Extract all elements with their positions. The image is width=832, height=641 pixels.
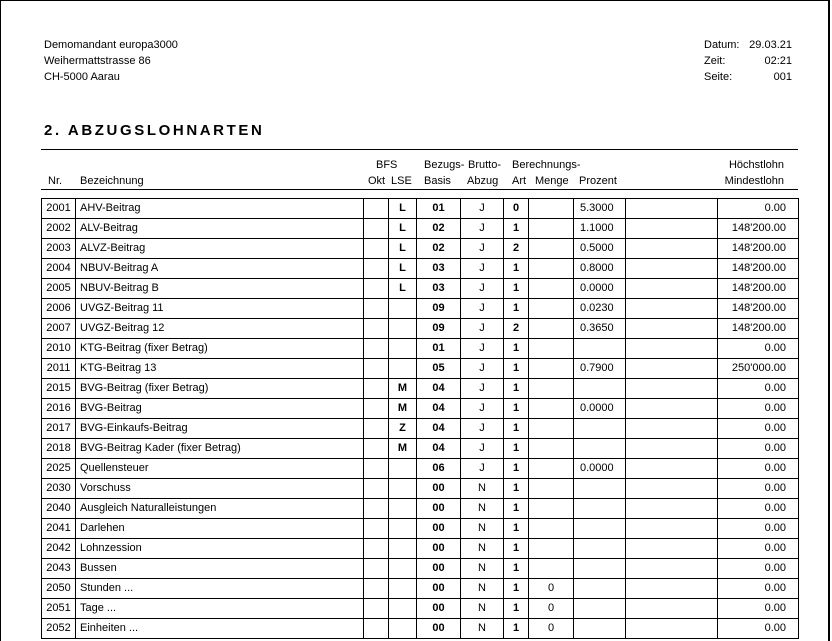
cell-abzug: J bbox=[461, 239, 504, 259]
cell-art: 1 bbox=[504, 299, 529, 319]
header-bottom-rule bbox=[41, 189, 798, 190]
table-row bbox=[42, 359, 799, 379]
cell-abzug: J bbox=[461, 419, 504, 439]
cell-okt bbox=[364, 199, 389, 219]
cell-okt bbox=[364, 279, 389, 299]
cell-abzug: J bbox=[461, 299, 504, 319]
cell-okt bbox=[364, 539, 389, 559]
cell-empty bbox=[626, 599, 718, 619]
cell-menge bbox=[529, 399, 574, 419]
cell-abzug: N bbox=[461, 579, 504, 599]
cell-okt bbox=[364, 319, 389, 339]
cell-art: 1 bbox=[504, 339, 529, 359]
header-mindestlohn: Mindestlohn bbox=[724, 175, 784, 187]
cell-art: 1 bbox=[504, 599, 529, 619]
cell-prozent: 0.0000 bbox=[574, 459, 626, 479]
cell-basis: 04 bbox=[417, 439, 461, 459]
cell-okt bbox=[364, 239, 389, 259]
cell-empty bbox=[626, 499, 718, 519]
cell-basis: 06 bbox=[417, 459, 461, 479]
cell-lse bbox=[389, 459, 417, 479]
cell-nr: 2011 bbox=[42, 359, 76, 379]
cell-lse: L bbox=[389, 199, 417, 219]
cell-basis: 04 bbox=[417, 399, 461, 419]
cell-mindestlohn: 148'200.00 bbox=[718, 279, 799, 299]
cell-nr: 2018 bbox=[42, 439, 76, 459]
cell-empty bbox=[626, 619, 718, 639]
cell-basis: 00 bbox=[417, 479, 461, 499]
cell-prozent: 0.8000 bbox=[574, 259, 626, 279]
cell-menge: 0 bbox=[529, 579, 574, 599]
cell-nr: 2041 bbox=[42, 519, 76, 539]
cell-empty bbox=[626, 199, 718, 219]
cell-bezeichnung: BVG-Beitrag Kader (fixer Betrag) bbox=[76, 439, 364, 459]
cell-basis: 01 bbox=[417, 199, 461, 219]
cell-art: 1 bbox=[504, 519, 529, 539]
cell-bezeichnung: AHV-Beitrag bbox=[76, 199, 364, 219]
table-row bbox=[42, 419, 799, 439]
cell-nr: 2010 bbox=[42, 339, 76, 359]
cell-nr: 2050 bbox=[42, 579, 76, 599]
cell-basis: 03 bbox=[417, 279, 461, 299]
cell-art: 1 bbox=[504, 279, 529, 299]
cell-mindestlohn: 148'200.00 bbox=[718, 259, 799, 279]
cell-prozent bbox=[574, 559, 626, 579]
cell-okt bbox=[364, 559, 389, 579]
cell-abzug: J bbox=[461, 359, 504, 379]
cell-prozent: 1.1000 bbox=[574, 219, 626, 239]
cell-basis: 02 bbox=[417, 239, 461, 259]
cell-art: 0 bbox=[504, 199, 529, 219]
cell-basis: 04 bbox=[417, 379, 461, 399]
cell-lse: M bbox=[389, 439, 417, 459]
cell-prozent: 5.3000 bbox=[574, 199, 626, 219]
cell-lse: Z bbox=[389, 419, 417, 439]
cell-bezeichnung: NBUV-Beitrag B bbox=[76, 279, 364, 299]
cell-okt bbox=[364, 579, 389, 599]
cell-mindestlohn: 148'200.00 bbox=[718, 299, 799, 319]
cell-abzug: J bbox=[461, 199, 504, 219]
cell-mindestlohn: 148'200.00 bbox=[718, 239, 799, 259]
cell-menge bbox=[529, 279, 574, 299]
header-bezugs: Bezugs- bbox=[424, 159, 465, 171]
cell-prozent bbox=[574, 339, 626, 359]
header-abzug: Abzug bbox=[467, 175, 499, 187]
cell-abzug: N bbox=[461, 619, 504, 639]
cell-empty bbox=[626, 219, 718, 239]
cell-menge bbox=[529, 519, 574, 539]
cell-nr: 2004 bbox=[42, 259, 76, 279]
cell-okt bbox=[364, 499, 389, 519]
cell-lse bbox=[389, 479, 417, 499]
cell-bezeichnung: Vorschuss bbox=[76, 479, 364, 499]
company-name: Demomandant europa3000 bbox=[44, 39, 178, 51]
cell-nr: 2051 bbox=[42, 599, 76, 619]
cell-mindestlohn: 0.00 bbox=[718, 379, 799, 399]
cell-lse bbox=[389, 559, 417, 579]
header-brutto: Brutto- bbox=[468, 159, 502, 171]
cell-okt bbox=[364, 459, 389, 479]
cell-menge bbox=[529, 459, 574, 479]
cell-basis: 09 bbox=[417, 299, 461, 319]
cell-abzug: J bbox=[461, 439, 504, 459]
cell-prozent bbox=[574, 419, 626, 439]
cell-abzug: J bbox=[461, 259, 504, 279]
cell-prozent: 0.0230 bbox=[574, 299, 626, 319]
table-row bbox=[42, 619, 799, 639]
cell-bezeichnung: Tage ... bbox=[76, 599, 364, 619]
cell-nr: 2052 bbox=[42, 619, 76, 639]
cell-mindestlohn: 0.00 bbox=[718, 619, 799, 639]
header-art: Art bbox=[512, 175, 527, 187]
cell-menge bbox=[529, 339, 574, 359]
table-row bbox=[42, 239, 799, 259]
cell-menge bbox=[529, 379, 574, 399]
cell-okt bbox=[364, 339, 389, 359]
cell-abzug: J bbox=[461, 219, 504, 239]
header-lse: LSE bbox=[391, 175, 412, 187]
table-row bbox=[42, 319, 799, 339]
cell-lse bbox=[389, 539, 417, 559]
cell-mindestlohn: 0.00 bbox=[718, 519, 799, 539]
cell-menge bbox=[529, 419, 574, 439]
table-row bbox=[42, 259, 799, 279]
cell-abzug: J bbox=[461, 319, 504, 339]
cell-menge bbox=[529, 559, 574, 579]
cell-bezeichnung: Quellensteuer bbox=[76, 459, 364, 479]
cell-empty bbox=[626, 259, 718, 279]
cell-abzug: J bbox=[461, 459, 504, 479]
cell-nr: 2042 bbox=[42, 539, 76, 559]
cell-basis: 02 bbox=[417, 219, 461, 239]
cell-bezeichnung: ALVZ-Beitrag bbox=[76, 239, 364, 259]
cell-menge: 0 bbox=[529, 619, 574, 639]
cell-empty bbox=[626, 439, 718, 459]
cell-bezeichnung: Bussen bbox=[76, 559, 364, 579]
cell-nr: 2005 bbox=[42, 279, 76, 299]
cell-prozent bbox=[574, 539, 626, 559]
cell-bezeichnung: ALV-Beitrag bbox=[76, 219, 364, 239]
table-row bbox=[42, 379, 799, 399]
cell-abzug: N bbox=[461, 559, 504, 579]
cell-basis: 05 bbox=[417, 359, 461, 379]
cell-basis: 00 bbox=[417, 619, 461, 639]
cell-basis: 00 bbox=[417, 539, 461, 559]
page-label: Seite: bbox=[704, 71, 733, 83]
cell-menge bbox=[529, 259, 574, 279]
cell-bezeichnung: BVG-Beitrag (fixer Betrag) bbox=[76, 379, 364, 399]
cell-empty bbox=[626, 539, 718, 559]
cell-okt bbox=[364, 439, 389, 459]
table-row bbox=[42, 599, 799, 619]
cell-basis: 00 bbox=[417, 559, 461, 579]
cell-menge: 0 bbox=[529, 599, 574, 619]
cell-empty bbox=[626, 579, 718, 599]
cell-okt bbox=[364, 219, 389, 239]
cell-art: 1 bbox=[504, 459, 529, 479]
cell-lse: L bbox=[389, 239, 417, 259]
header-basis: Basis bbox=[424, 175, 451, 187]
cell-menge bbox=[529, 539, 574, 559]
cell-empty bbox=[626, 559, 718, 579]
cell-nr: 2016 bbox=[42, 399, 76, 419]
cell-nr: 2007 bbox=[42, 319, 76, 339]
cell-art: 2 bbox=[504, 319, 529, 339]
cell-prozent bbox=[574, 439, 626, 459]
cell-basis: 04 bbox=[417, 419, 461, 439]
cell-nr: 2006 bbox=[42, 299, 76, 319]
date-value: 29.03.21 bbox=[749, 39, 792, 51]
cell-menge bbox=[529, 219, 574, 239]
cell-basis: 00 bbox=[417, 499, 461, 519]
cell-abzug: N bbox=[461, 499, 504, 519]
cell-bezeichnung: KTG-Beitrag (fixer Betrag) bbox=[76, 339, 364, 359]
cell-abzug: N bbox=[461, 519, 504, 539]
cell-prozent bbox=[574, 379, 626, 399]
cell-basis: 01 bbox=[417, 339, 461, 359]
header-menge: Menge bbox=[535, 175, 569, 187]
time-value: 02:21 bbox=[764, 55, 792, 67]
cell-bezeichnung: Ausgleich Naturalleistungen bbox=[76, 499, 364, 519]
cell-prozent bbox=[574, 479, 626, 499]
cell-okt bbox=[364, 419, 389, 439]
header-okt: Okt bbox=[368, 175, 386, 187]
cell-lse bbox=[389, 319, 417, 339]
cell-prozent bbox=[574, 499, 626, 519]
cell-lse bbox=[389, 339, 417, 359]
cell-okt bbox=[364, 619, 389, 639]
cell-okt bbox=[364, 259, 389, 279]
header-berechnungs: Berechnungs- bbox=[512, 159, 581, 171]
cell-art: 1 bbox=[504, 399, 529, 419]
cell-prozent bbox=[574, 599, 626, 619]
cell-mindestlohn: 0.00 bbox=[718, 579, 799, 599]
cell-menge bbox=[529, 359, 574, 379]
table-row bbox=[42, 299, 799, 319]
cell-bezeichnung: Lohnzession bbox=[76, 539, 364, 559]
cell-basis: 00 bbox=[417, 579, 461, 599]
cell-prozent: 0.0000 bbox=[574, 279, 626, 299]
cell-prozent: 0.5000 bbox=[574, 239, 626, 259]
cell-mindestlohn: 0.00 bbox=[718, 499, 799, 519]
cell-abzug: N bbox=[461, 599, 504, 619]
cell-mindestlohn: 0.00 bbox=[718, 339, 799, 359]
cell-lse: M bbox=[389, 399, 417, 419]
cell-menge bbox=[529, 299, 574, 319]
cell-bezeichnung: NBUV-Beitrag A bbox=[76, 259, 364, 279]
cell-nr: 2030 bbox=[42, 479, 76, 499]
cell-abzug: J bbox=[461, 279, 504, 299]
cell-nr: 2003 bbox=[42, 239, 76, 259]
cell-basis: 09 bbox=[417, 319, 461, 339]
cell-empty bbox=[626, 459, 718, 479]
table-row bbox=[42, 219, 799, 239]
cell-lse bbox=[389, 359, 417, 379]
cell-okt bbox=[364, 299, 389, 319]
cell-abzug: J bbox=[461, 379, 504, 399]
cell-lse: L bbox=[389, 279, 417, 299]
cell-lse bbox=[389, 299, 417, 319]
cell-lse bbox=[389, 619, 417, 639]
table-row bbox=[42, 519, 799, 539]
cell-bezeichnung: KTG-Beitrag 13 bbox=[76, 359, 364, 379]
table-row bbox=[42, 439, 799, 459]
deduction-table bbox=[41, 198, 799, 639]
cell-basis: 03 bbox=[417, 259, 461, 279]
cell-empty bbox=[626, 419, 718, 439]
cell-okt bbox=[364, 599, 389, 619]
cell-empty bbox=[626, 319, 718, 339]
cell-nr: 2002 bbox=[42, 219, 76, 239]
cell-art: 1 bbox=[504, 539, 529, 559]
cell-abzug: J bbox=[461, 339, 504, 359]
cell-empty bbox=[626, 379, 718, 399]
cell-prozent: 0.0000 bbox=[574, 399, 626, 419]
header-hoechstlohn: Höchstlohn bbox=[728, 159, 784, 171]
cell-empty bbox=[626, 339, 718, 359]
cell-empty bbox=[626, 239, 718, 259]
cell-lse bbox=[389, 519, 417, 539]
header-bfs: BFS bbox=[376, 159, 398, 171]
cell-lse bbox=[389, 499, 417, 519]
cell-art: 1 bbox=[504, 439, 529, 459]
header-top-rule bbox=[41, 149, 798, 150]
cell-bezeichnung: Einheiten ... bbox=[76, 619, 364, 639]
cell-art: 1 bbox=[504, 479, 529, 499]
table-row bbox=[42, 579, 799, 599]
cell-art: 1 bbox=[504, 499, 529, 519]
cell-nr: 2015 bbox=[42, 379, 76, 399]
table-row bbox=[42, 279, 799, 299]
company-street: Weihermattstrasse 86 bbox=[44, 55, 151, 67]
cell-prozent bbox=[574, 579, 626, 599]
cell-mindestlohn: 0.00 bbox=[718, 599, 799, 619]
cell-bezeichnung: UVGZ-Beitrag 12 bbox=[76, 319, 364, 339]
time-label: Zeit: bbox=[704, 55, 726, 67]
cell-empty bbox=[626, 279, 718, 299]
cell-nr: 2017 bbox=[42, 419, 76, 439]
cell-abzug: N bbox=[461, 479, 504, 499]
cell-art: 2 bbox=[504, 239, 529, 259]
cell-mindestlohn: 0.00 bbox=[718, 199, 799, 219]
cell-mindestlohn: 148'200.00 bbox=[718, 319, 799, 339]
cell-mindestlohn: 0.00 bbox=[718, 399, 799, 419]
cell-nr: 2025 bbox=[42, 459, 76, 479]
report-title: 2. ABZUGSLOHNARTEN bbox=[44, 122, 265, 139]
cell-menge bbox=[529, 319, 574, 339]
cell-menge bbox=[529, 199, 574, 219]
cell-empty bbox=[626, 359, 718, 379]
table-row bbox=[42, 499, 799, 519]
cell-okt bbox=[364, 399, 389, 419]
cell-lse bbox=[389, 579, 417, 599]
cell-abzug: J bbox=[461, 399, 504, 419]
table-row bbox=[42, 539, 799, 559]
cell-mindestlohn: 0.00 bbox=[718, 559, 799, 579]
cell-mindestlohn: 148'200.00 bbox=[718, 219, 799, 239]
cell-okt bbox=[364, 479, 389, 499]
cell-menge bbox=[529, 439, 574, 459]
table-row bbox=[42, 399, 799, 419]
cell-art: 1 bbox=[504, 559, 529, 579]
cell-mindestlohn: 0.00 bbox=[718, 479, 799, 499]
cell-prozent: 0.3650 bbox=[574, 319, 626, 339]
cell-mindestlohn: 0.00 bbox=[718, 419, 799, 439]
table-row bbox=[42, 559, 799, 579]
cell-okt bbox=[364, 359, 389, 379]
cell-prozent bbox=[574, 619, 626, 639]
cell-art: 1 bbox=[504, 219, 529, 239]
company-city: CH-5000 Aarau bbox=[44, 71, 120, 83]
cell-bezeichnung: Darlehen bbox=[76, 519, 364, 539]
cell-nr: 2040 bbox=[42, 499, 76, 519]
cell-prozent bbox=[574, 519, 626, 539]
table-row bbox=[42, 479, 799, 499]
cell-menge bbox=[529, 479, 574, 499]
cell-mindestlohn: 0.00 bbox=[718, 439, 799, 459]
cell-nr: 2043 bbox=[42, 559, 76, 579]
cell-prozent: 0.7900 bbox=[574, 359, 626, 379]
table-row bbox=[42, 199, 799, 219]
cell-empty bbox=[626, 519, 718, 539]
cell-menge bbox=[529, 239, 574, 259]
cell-lse bbox=[389, 599, 417, 619]
cell-bezeichnung: UVGZ-Beitrag 11 bbox=[76, 299, 364, 319]
cell-mindestlohn: 0.00 bbox=[718, 539, 799, 559]
page-value: 001 bbox=[773, 71, 792, 83]
cell-art: 1 bbox=[504, 419, 529, 439]
header-nr: Nr. bbox=[48, 175, 63, 187]
cell-bezeichnung: BVG-Beitrag bbox=[76, 399, 364, 419]
cell-art: 1 bbox=[504, 619, 529, 639]
cell-empty bbox=[626, 399, 718, 419]
cell-art: 1 bbox=[504, 379, 529, 399]
cell-art: 1 bbox=[504, 579, 529, 599]
cell-basis: 00 bbox=[417, 519, 461, 539]
cell-menge bbox=[529, 499, 574, 519]
cell-empty bbox=[626, 479, 718, 499]
cell-basis: 00 bbox=[417, 599, 461, 619]
cell-empty bbox=[626, 299, 718, 319]
cell-okt bbox=[364, 379, 389, 399]
cell-lse: M bbox=[389, 379, 417, 399]
cell-art: 1 bbox=[504, 259, 529, 279]
cell-lse: L bbox=[389, 259, 417, 279]
header-bezeichnung: Bezeichnung bbox=[80, 175, 144, 187]
cell-abzug: N bbox=[461, 539, 504, 559]
cell-bezeichnung: BVG-Einkaufs-Beitrag bbox=[76, 419, 364, 439]
cell-lse: L bbox=[389, 219, 417, 239]
cell-nr: 2001 bbox=[42, 199, 76, 219]
header-prozent: Prozent bbox=[579, 175, 617, 187]
table-row bbox=[42, 459, 799, 479]
date-label: Datum: bbox=[704, 39, 740, 51]
cell-art: 1 bbox=[504, 359, 529, 379]
cell-okt bbox=[364, 519, 389, 539]
cell-mindestlohn: 250'000.00 bbox=[718, 359, 799, 379]
table-row bbox=[42, 339, 799, 359]
cell-mindestlohn: 0.00 bbox=[718, 459, 799, 479]
cell-bezeichnung: Stunden ... bbox=[76, 579, 364, 599]
